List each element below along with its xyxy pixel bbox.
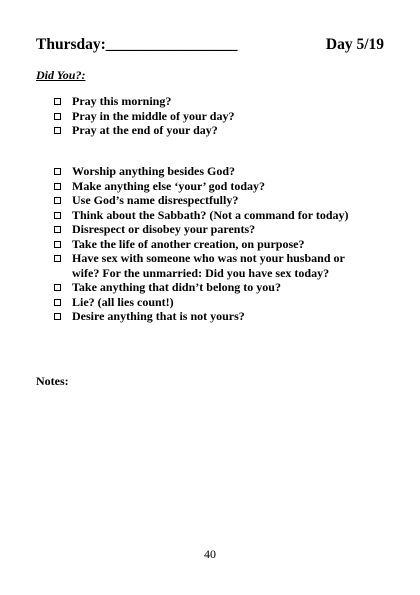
checklist-item-label: Desire anything that is not yours? [72, 309, 245, 323]
checklist-item[interactable] [50, 251, 372, 280]
checklist-item-label: Use God’s name disrespectfully? [72, 193, 239, 207]
checklist-item[interactable] [50, 295, 372, 310]
checkbox-icon[interactable] [54, 284, 61, 291]
notes-label: Notes: [36, 374, 69, 388]
checklist-item-label: Worship anything besides God? [72, 164, 236, 178]
checklist-item-label: Make anything else ‘your’ god today? [72, 178, 265, 193]
checklist-item[interactable] [50, 123, 372, 138]
checklist-item-label: Disrespect or disobey your parents? [72, 222, 256, 236]
page-header [36, 36, 384, 56]
checklist-item-label: Take anything that didn’t belong to you? [72, 280, 281, 294]
checkbox-icon[interactable] [54, 127, 61, 134]
checklist-item[interactable] [50, 109, 372, 124]
checkbox-icon[interactable] [54, 299, 61, 306]
checklist-item-label: Have sex with someone who was not your husband or wife? For the unmarried: Did you have sex today? [72, 251, 345, 280]
checkbox-icon[interactable] [54, 241, 61, 248]
checkbox-icon[interactable] [54, 226, 61, 233]
prayer-checklist [50, 94, 372, 138]
checklist-item[interactable] [50, 94, 372, 109]
day-counter: Day 5/19 [325, 36, 384, 53]
checklist-item[interactable] [50, 164, 372, 179]
page-number: 40 [204, 547, 216, 561]
checkbox-icon[interactable] [54, 168, 61, 175]
checkbox-icon[interactable] [54, 183, 61, 190]
checkbox-icon[interactable] [54, 197, 61, 204]
checkbox-icon[interactable] [54, 98, 61, 105]
checklist-item[interactable] [50, 280, 372, 295]
checklist-item[interactable] [50, 179, 372, 194]
checkbox-icon[interactable] [54, 212, 61, 219]
checkbox-icon[interactable] [54, 313, 61, 320]
checklist-item[interactable] [50, 222, 372, 237]
checkbox-icon[interactable] [54, 255, 61, 262]
checklist-item[interactable] [50, 309, 372, 324]
checklist-item-label: Pray in the middle of your day? [72, 108, 235, 123]
checkbox-icon[interactable] [54, 113, 61, 120]
checklist-item-label: Lie? (all lies count!) [72, 294, 174, 309]
checklist-item-label: Think about the Sabbath? (Not a command for today) [72, 207, 349, 222]
checklist-item-label: Pray at the end of your day? [72, 123, 218, 137]
day-title: Thursday:_________________ [36, 36, 238, 53]
checklist-item[interactable] [50, 237, 372, 252]
checklist-item-label: Pray this morning? [72, 94, 172, 108]
did-you-heading: Did You?: [36, 68, 86, 82]
commandment-checklist [50, 164, 372, 324]
checklist-item[interactable] [50, 208, 372, 223]
checklist-item-label: Take the life of another creation, on purpose? [72, 236, 305, 251]
checklist-item[interactable] [50, 193, 372, 208]
